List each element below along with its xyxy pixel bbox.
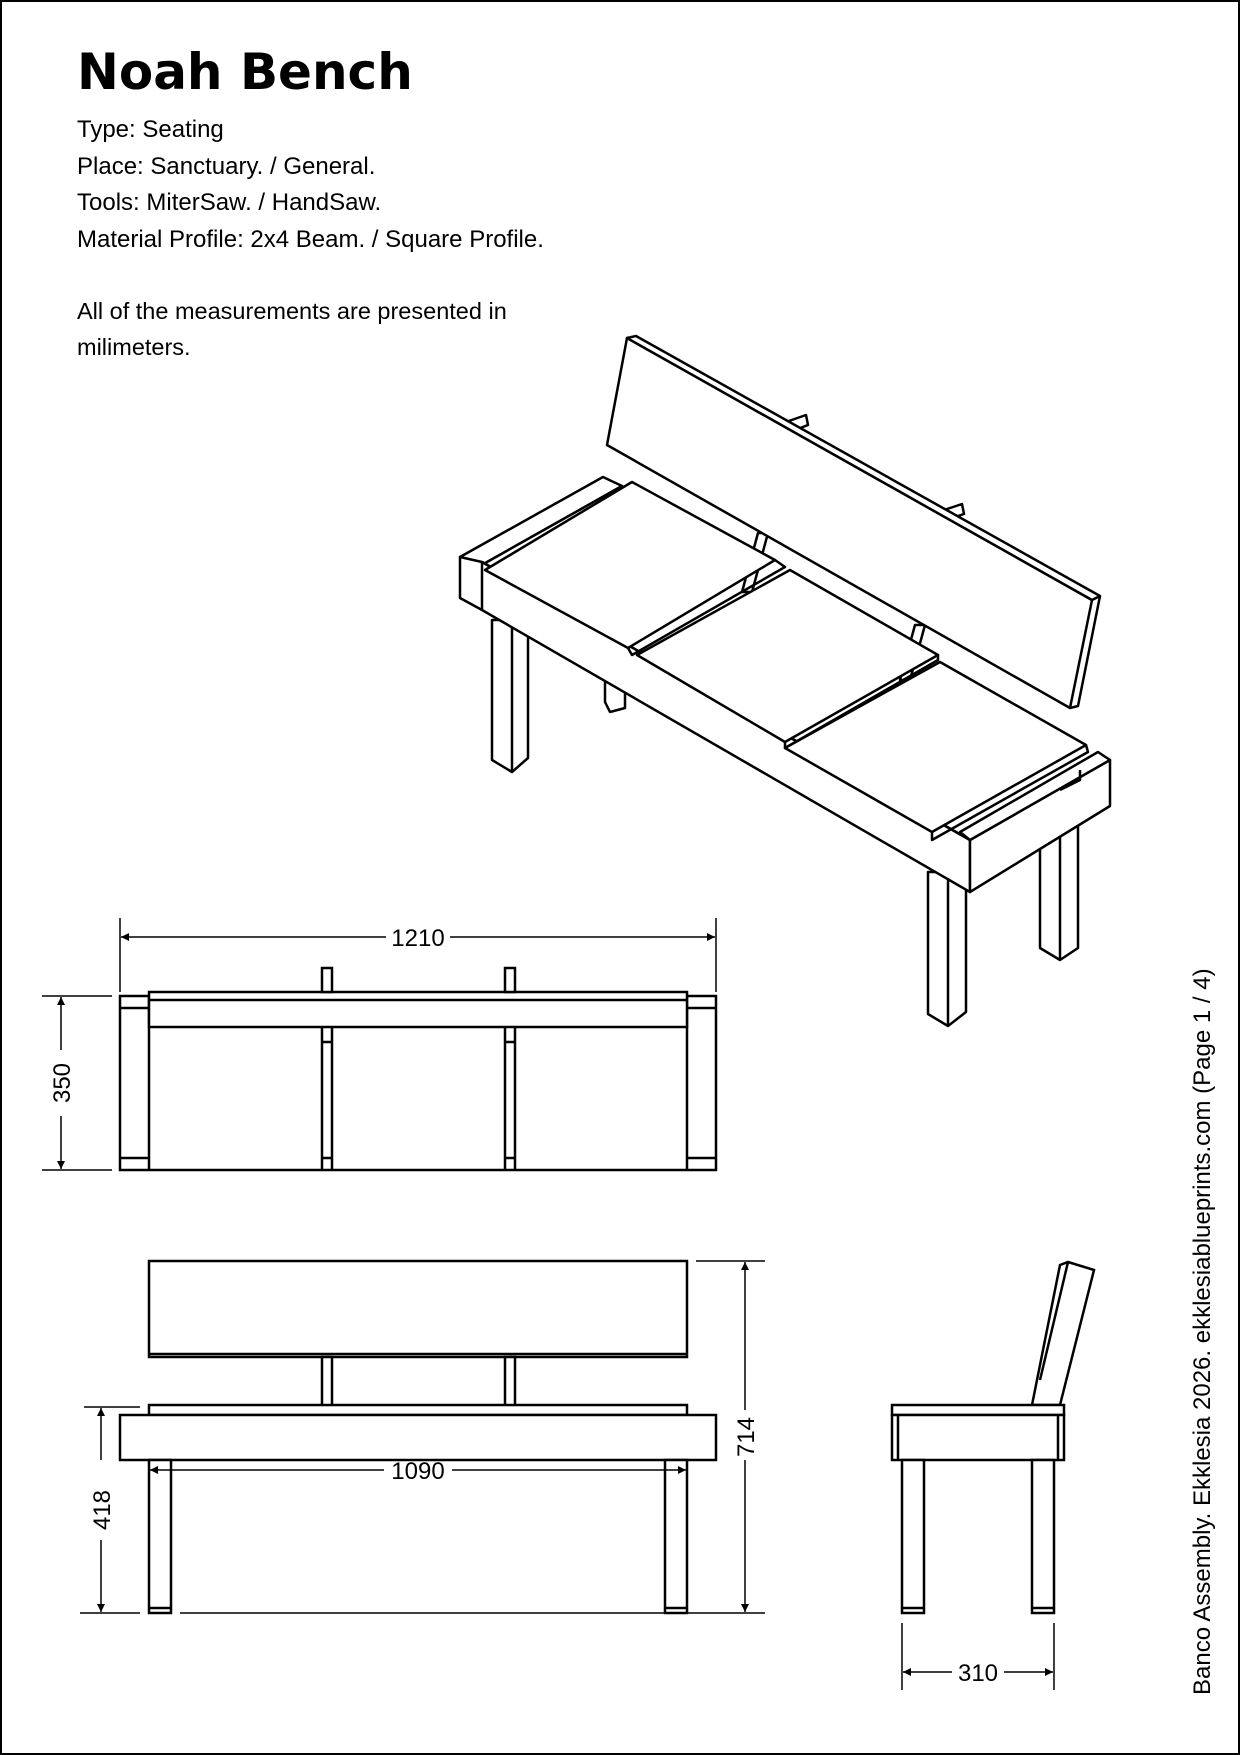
front-leg-left: [492, 620, 528, 772]
side-view-apron: [892, 1415, 1064, 1460]
spec-tools-value: : MiterSaw. / HandSaw.: [133, 189, 382, 216]
spec-type-label: Type:: [77, 116, 136, 143]
page-title: Noah Bench: [77, 43, 413, 101]
dim-top-width: 1210: [391, 925, 445, 952]
spec-place-label: Place: [77, 152, 138, 180]
front-view: [80, 1261, 765, 1613]
spec-type-value: Seating: [135, 116, 224, 143]
spec-material-label: Material Profile: [77, 225, 238, 253]
top-view-post-right: [505, 968, 515, 992]
top-view-backrest: [149, 992, 687, 1027]
isometric-view: [460, 336, 1110, 1026]
units-note: All of the measurements are presented in milimeters.: [77, 298, 507, 360]
top-view: [42, 918, 716, 1170]
dim-side-depth: 310: [957, 1660, 999, 1687]
side-view-leg-back: [1032, 1460, 1054, 1613]
dim-total-height: 714: [733, 1416, 760, 1458]
side-view: [892, 1262, 1094, 1690]
side-view-seat: [892, 1405, 1064, 1415]
front-view-leg-left: [149, 1460, 171, 1613]
front-view-backrest: [149, 1261, 687, 1357]
top-view-post-left: [322, 968, 332, 992]
spec-material-value: : 2x4 Beam. / Square Profile.: [237, 225, 544, 253]
dim-seat-height: 418: [89, 1489, 116, 1531]
dim-leg-span: 1090: [391, 1458, 445, 1485]
dim-top-depth: 350: [49, 1062, 76, 1104]
side-view-leg-front: [902, 1460, 924, 1613]
page-footer: Banco Assembly. Ekklesia 2026. ekklesiablueprints.com (Page 1 / 4): [1189, 968, 1216, 1695]
front-view-leg-right: [665, 1460, 687, 1613]
spec-place-value: : Sanctuary. / General.: [137, 152, 376, 180]
spec-tools-label: Tools: [77, 189, 134, 216]
front-view-seat: [149, 1405, 687, 1415]
front-view-apron: [120, 1415, 716, 1460]
